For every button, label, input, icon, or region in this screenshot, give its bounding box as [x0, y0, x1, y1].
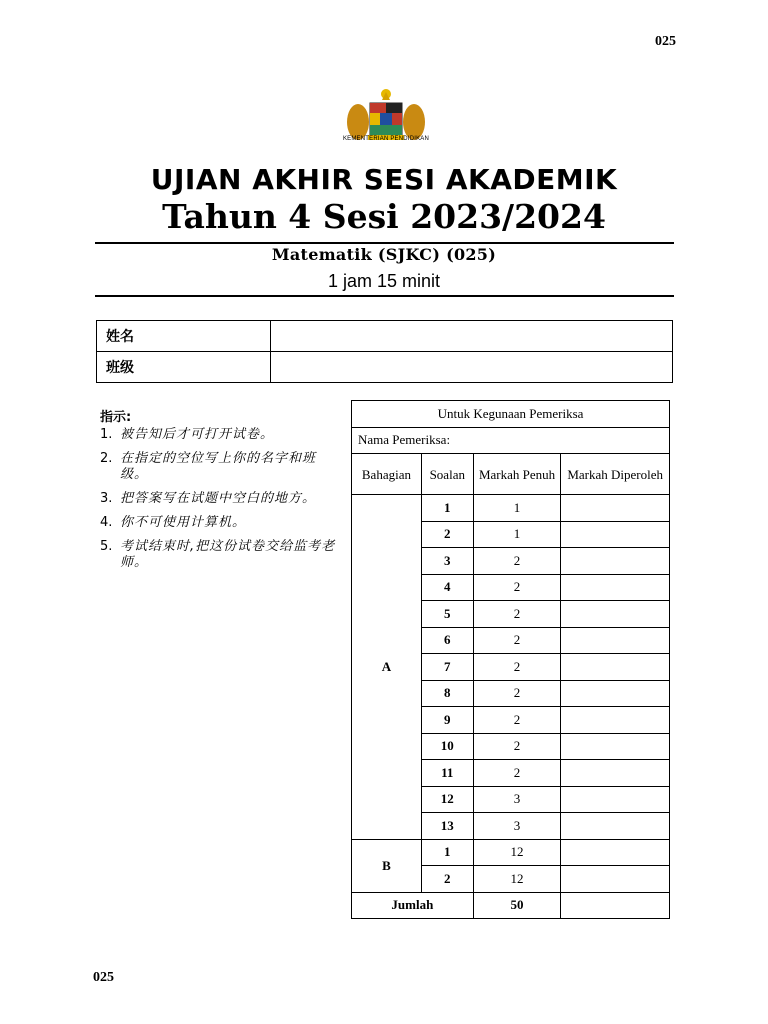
full-marks: 2	[473, 574, 561, 601]
instruction-text: 你不可使用计算机。	[120, 515, 247, 530]
full-marks: 2	[473, 601, 561, 628]
examiner-name-field[interactable]: Nama Pemeriksa:	[352, 427, 670, 454]
question-number: 7	[421, 654, 473, 681]
question-number: 9	[421, 707, 473, 734]
marks-obtained-field[interactable]	[561, 733, 670, 760]
question-number: 6	[421, 627, 473, 654]
question-number: 4	[421, 574, 473, 601]
header-question: Soalan	[421, 454, 473, 495]
instruction-number: 5.	[100, 539, 113, 554]
exam-year-title: Tahun 4 Sesi 2023/2024	[162, 197, 606, 236]
section-a-label: A	[352, 495, 422, 840]
instruction-item	[100, 491, 340, 507]
marks-obtained-field[interactable]	[561, 680, 670, 707]
question-number: 3	[421, 548, 473, 575]
full-marks: 2	[473, 707, 561, 734]
full-marks: 3	[473, 786, 561, 813]
question-number: 8	[421, 680, 473, 707]
marks-obtained-field[interactable]	[561, 495, 670, 522]
question-number: 2	[421, 866, 473, 893]
marks-obtained-field[interactable]	[561, 654, 670, 681]
total-marks-obtained-field[interactable]	[561, 892, 670, 919]
question-number: 13	[421, 813, 473, 840]
instruction-number: 3.	[100, 491, 113, 506]
question-number: 1	[421, 495, 473, 522]
instructions-list	[100, 427, 340, 571]
full-marks: 2	[473, 627, 561, 654]
marks-obtained-field[interactable]	[561, 760, 670, 787]
marks-obtained-field[interactable]	[561, 786, 670, 813]
full-marks: 2	[473, 760, 561, 787]
instruction-text: 考试结束时,把这份试卷交给监考老师。	[120, 539, 336, 570]
page-code-bottom: 025	[93, 970, 114, 985]
full-marks: 2	[473, 680, 561, 707]
crest-caption: KEMENTERIAN PENDIDIKAN	[342, 136, 430, 142]
student-class-row	[97, 352, 673, 383]
instruction-number: 1.	[100, 427, 113, 442]
full-marks: 2	[473, 654, 561, 681]
question-number: 11	[421, 760, 473, 787]
instruction-item	[100, 451, 340, 483]
full-marks: 2	[473, 733, 561, 760]
question-number: 5	[421, 601, 473, 628]
marks-obtained-field[interactable]	[561, 839, 670, 866]
header-section: Bahagian	[352, 454, 422, 495]
header-full-marks: Markah Penuh	[473, 454, 561, 495]
student-name-label: 姓名	[97, 321, 271, 352]
instruction-text: 被告知后才可打开试卷。	[120, 427, 275, 442]
instruction-item	[100, 427, 340, 443]
student-class-label: 班级	[97, 352, 271, 383]
total-label: Jumlah	[352, 892, 474, 919]
instruction-text: 在指定的空位写上你的名字和班级。	[120, 451, 317, 482]
marks-obtained-field[interactable]	[561, 548, 670, 575]
section-b-label: B	[352, 839, 422, 892]
divider-top	[95, 242, 674, 244]
subject-title: Matematik (SJKC) (025)	[271, 245, 497, 264]
student-name-field[interactable]	[271, 321, 673, 352]
page-code-top: 025	[655, 34, 676, 49]
full-marks: 12	[473, 839, 561, 866]
question-number: 12	[421, 786, 473, 813]
full-marks: 2	[473, 548, 561, 575]
examiner-marks-table	[351, 400, 670, 919]
marks-obtained-field[interactable]	[561, 601, 670, 628]
exam-title: UJIAN AKHIR SESI AKADEMIK	[150, 163, 618, 196]
full-marks: 1	[473, 521, 561, 548]
question-number: 10	[421, 733, 473, 760]
full-marks: 3	[473, 813, 561, 840]
student-name-row	[97, 321, 673, 352]
header-marks-obtained: Markah Diperoleh	[561, 454, 670, 495]
marks-obtained-field[interactable]	[561, 866, 670, 893]
marks-obtained-field[interactable]	[561, 813, 670, 840]
marks-obtained-field[interactable]	[561, 574, 670, 601]
marks-obtained-field[interactable]	[561, 707, 670, 734]
question-number: 2	[421, 521, 473, 548]
marks-obtained-field[interactable]	[561, 627, 670, 654]
exam-duration: 1 jam 15 minit	[327, 271, 441, 291]
full-marks: 1	[473, 495, 561, 522]
total-full-marks: 50	[473, 892, 561, 919]
instruction-item	[100, 515, 340, 531]
examiner-table-title: Untuk Kegunaan Pemeriksa	[352, 401, 670, 428]
instruction-number: 4.	[100, 515, 113, 530]
student-class-field[interactable]	[271, 352, 673, 383]
marks-obtained-field[interactable]	[561, 521, 670, 548]
instructions-heading: 指示:	[100, 410, 132, 425]
student-info-table	[96, 320, 673, 383]
divider-bottom	[95, 295, 674, 297]
instruction-number: 2.	[100, 451, 113, 466]
instruction-item	[100, 539, 340, 571]
question-number: 1	[421, 839, 473, 866]
instruction-text: 把答案写在试题中空白的地方。	[120, 491, 317, 506]
instructions	[100, 406, 340, 579]
full-marks: 12	[473, 866, 561, 893]
